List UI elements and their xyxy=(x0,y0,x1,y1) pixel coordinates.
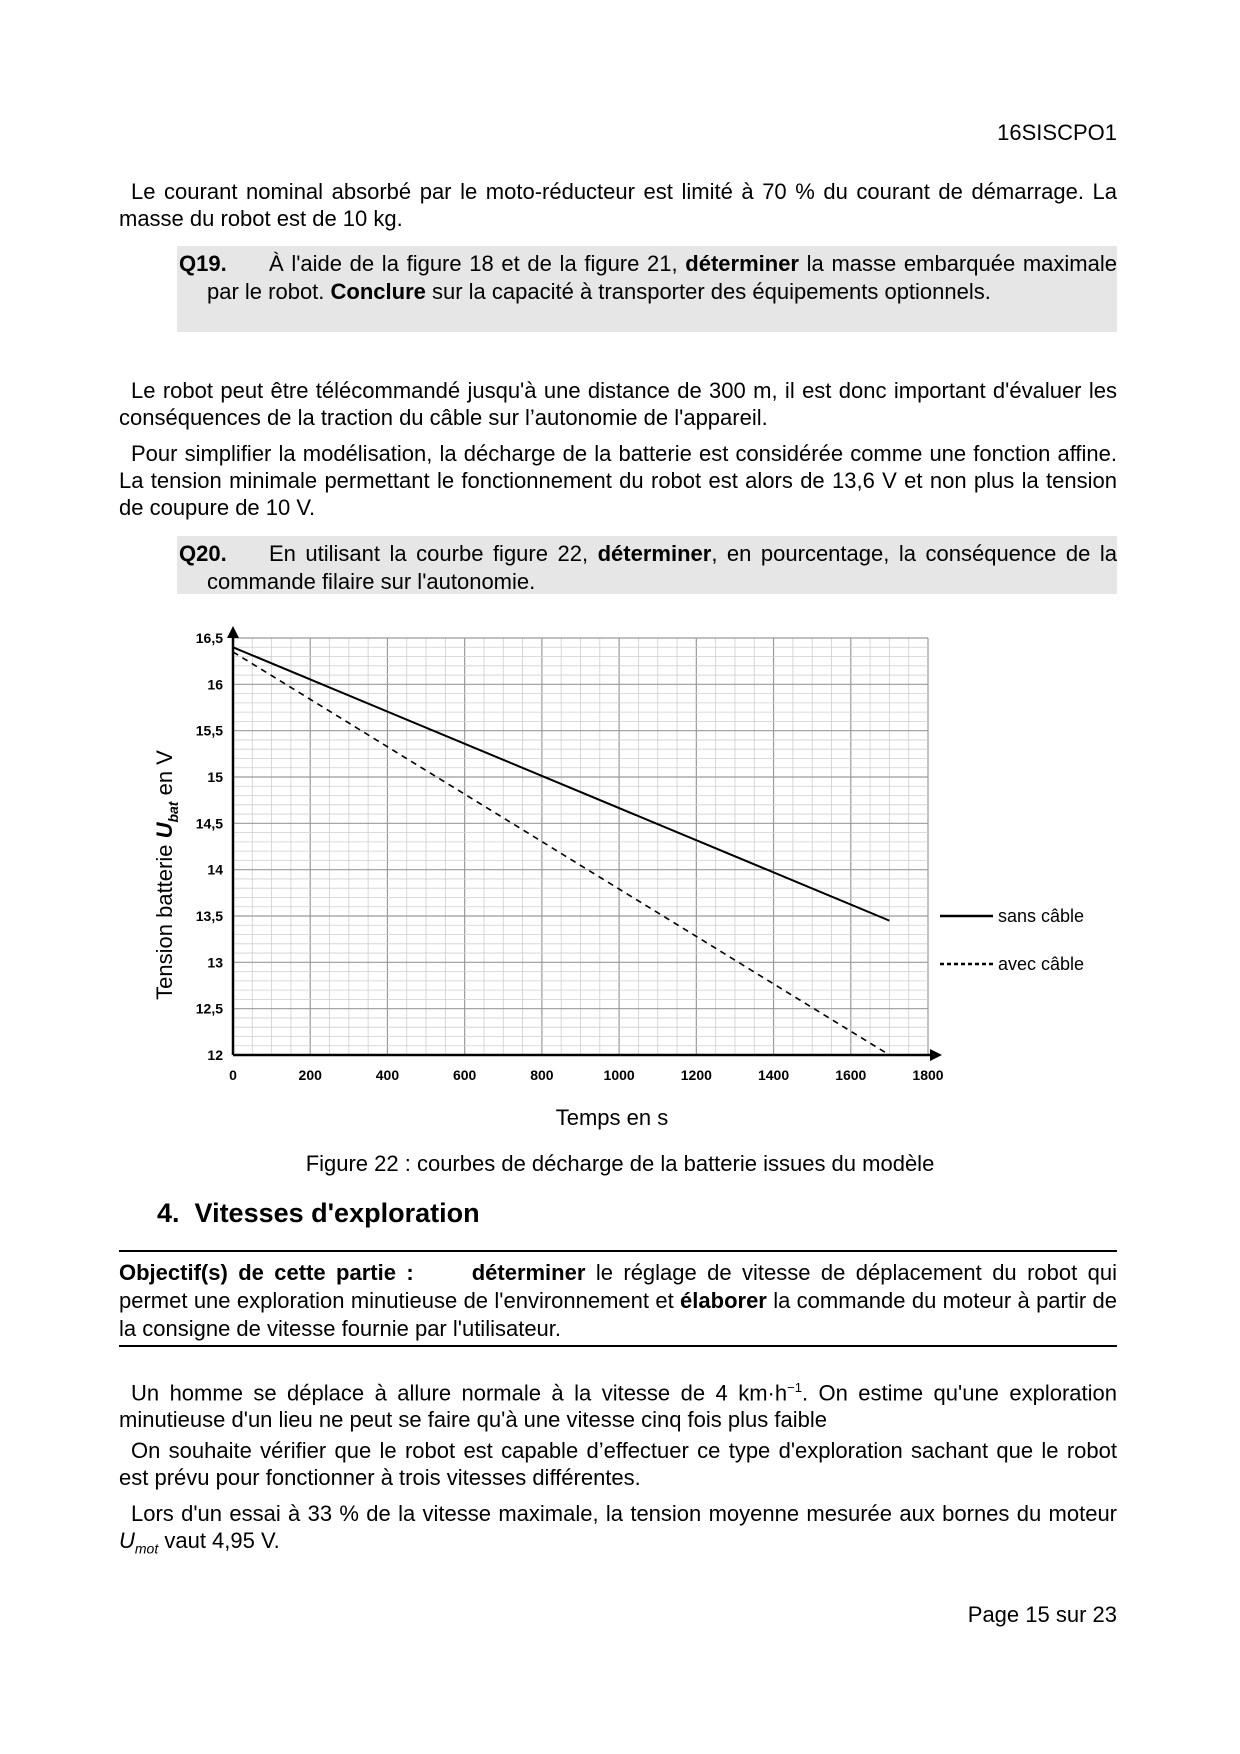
y-tick-label: 13,5 xyxy=(195,908,223,924)
x-tick-label: 1000 xyxy=(603,1067,635,1083)
q19-text-1: À l'aide de la figure 18 et de la figure 21, xyxy=(269,251,686,276)
legend-label: avec câble xyxy=(998,954,1085,974)
speed-value: 4 km·h xyxy=(715,1380,788,1406)
para6-text-2: vaut 4,95 V. xyxy=(158,1528,280,1553)
y-axis-label: Tension batterie $U_{bat}$ en V xyxy=(152,750,181,1000)
para4-text-1: Un homme se déplace à allure normale à la vitesse de xyxy=(131,1380,716,1406)
y-tick-label: 13 xyxy=(207,954,223,971)
objective-label: Objectif(s) de cette partie : xyxy=(119,1260,414,1285)
question-number: Q20. xyxy=(179,541,227,566)
figure-caption: Figure 22 : courbes de décharge de la batterie issues du modèle xyxy=(305,1151,935,1176)
paragraph-walking-speed xyxy=(119,1374,1117,1433)
question-q19-text xyxy=(179,250,1117,306)
question-q19 xyxy=(177,246,1117,332)
paragraph-three-speeds xyxy=(119,1437,1117,1491)
question-q20-text xyxy=(179,540,1117,596)
y-axis-arrow xyxy=(227,626,239,638)
question-number: Q19. xyxy=(179,251,227,276)
speed-exponent: −1 xyxy=(787,1380,802,1395)
x-tick-label: 1600 xyxy=(835,1067,867,1083)
chart-legend xyxy=(940,906,1084,974)
y-tick-label: 12,5 xyxy=(195,1000,223,1017)
q19-keyword-2: Conclure xyxy=(330,279,426,304)
objective-text-1: le réglage de vitesse de déplacement du robot qui permet une exploration minutieuse de l'environnement et xyxy=(119,1260,1117,1313)
objective-block xyxy=(119,1259,1117,1343)
x-tick-label: 1400 xyxy=(757,1067,790,1083)
para4-text-2: . On estime qu'une exploration minutieuse d'un lieu ne peut se faire qu'à une vitesse cinq fois plus faible xyxy=(119,1380,1117,1433)
chart-grid xyxy=(233,638,928,1055)
x-tick-label: 800 xyxy=(530,1067,554,1083)
paragraph-remote xyxy=(119,377,1117,431)
discharge-chart xyxy=(0,620,1240,1140)
x-tick-label: 600 xyxy=(452,1067,477,1083)
y-tick-label: 15,5 xyxy=(195,722,223,739)
motor-voltage-subscript: mot xyxy=(134,1540,159,1557)
x-tick-label: 200 xyxy=(298,1067,322,1083)
y-tick-label: 15 xyxy=(207,769,223,785)
q19-text-2: la masse embarquée maximale par le robot. xyxy=(207,251,1117,304)
paragraph-model xyxy=(119,440,1117,521)
q20-text-1: En utilisant la courbe figure 22, xyxy=(269,541,598,566)
section-number: 4. xyxy=(157,1198,180,1228)
paragraph-model-text: Pour simplifier la modélisation, la décharge de la batterie est considérée comme une fonction affine. La tension minimale permettant le fonctionnement du robot est alors de 13,6 V et non plus la tension de coupure de 10 V. xyxy=(119,441,1117,520)
objective-text-2: la commande du moteur à partir de la consigne de vitesse fournie par l'utilisateur. xyxy=(119,1288,1118,1341)
q19-keyword-1: déterminer xyxy=(685,251,799,276)
paragraph-current xyxy=(119,178,1117,232)
q20-keyword-1: déterminer xyxy=(597,541,712,566)
x-tick-label: 1200 xyxy=(680,1067,712,1083)
paragraph-current-text: Le courant nominal absorbé par le moto-réducteur est limité à 70 % du courant de démarrage. La masse du robot est de 10 kg. xyxy=(119,179,1117,231)
section-title: Vitesses d'exploration xyxy=(194,1198,480,1228)
objective-keyword-1: déterminer xyxy=(471,1260,586,1285)
question-q20 xyxy=(177,536,1117,594)
y-tick-label: 14,5 xyxy=(195,815,223,832)
document-code: 16SISCPO1 xyxy=(997,120,1117,145)
y-tick-label: 12 xyxy=(207,1047,223,1063)
y-tick-label: 14 xyxy=(207,861,223,878)
x-tick-label: 1800 xyxy=(912,1067,944,1083)
q19-text-3: sur la capacité à transporter des équipements optionnels. xyxy=(425,279,991,304)
x-axis-arrow xyxy=(930,1049,942,1061)
section-heading xyxy=(157,1198,480,1229)
chart-axes xyxy=(227,626,942,1061)
paragraph-three-speeds-text: On souhaite vérifier que le robot est capable d’effectuer ce type d'exploration sachant que le robot est prévu pour fonctionner à trois vitesses différentes. xyxy=(119,1438,1117,1490)
divider-top xyxy=(119,1250,1117,1252)
y-tick-label: 16 xyxy=(207,676,223,693)
para6-text-1: Lors d'un essai à 33 % de la vitesse maximale, la tension moyenne mesurée aux bornes du moteur xyxy=(131,1501,1117,1526)
page-number: Page 15 sur 23 xyxy=(967,1602,1117,1627)
y-tick-label: 16,5 xyxy=(195,630,223,646)
x-axis-label: Temps en s xyxy=(555,1105,669,1130)
legend-label: sans câble xyxy=(998,906,1085,926)
q20-text-2: , en pourcentage, la conséquence de la commande filaire sur l'autonomie. xyxy=(207,541,1118,594)
motor-voltage-symbol: U xyxy=(119,1528,135,1553)
divider-bottom xyxy=(119,1345,1117,1347)
paragraph-test xyxy=(119,1500,1117,1562)
x-tick-label: 0 xyxy=(229,1067,237,1083)
x-tick-label: 400 xyxy=(375,1067,400,1083)
paragraph-remote-text: Le robot peut être télécommandé jusqu'à une distance de 300 m, il est donc important d'évaluer les conséquences de la traction du câble sur l’autonomie de l'appareil. xyxy=(119,378,1117,430)
objective-keyword-2: élaborer xyxy=(680,1288,767,1313)
